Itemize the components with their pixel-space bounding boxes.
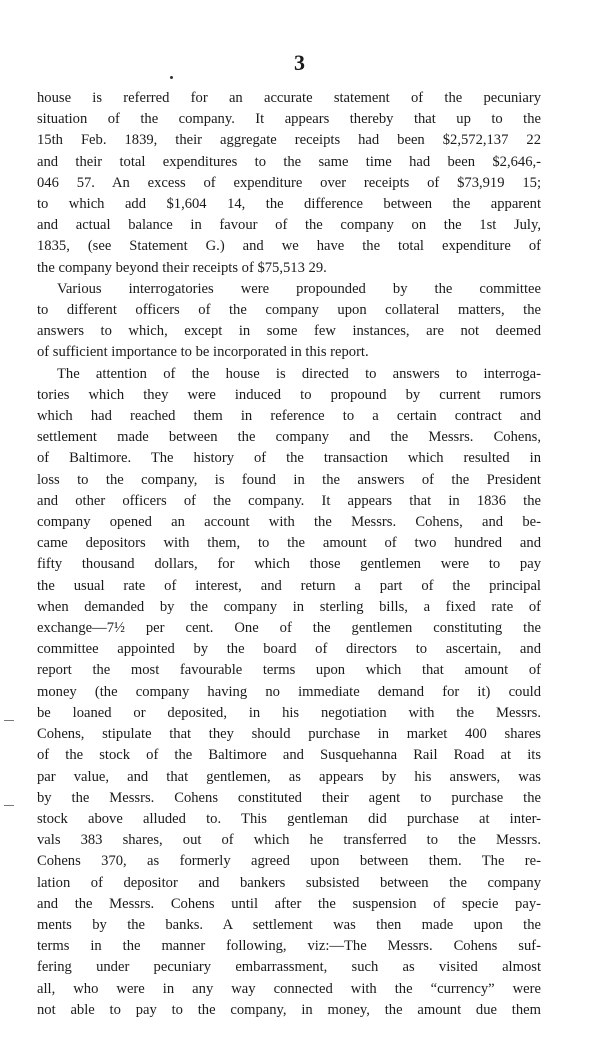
text-line: and their total expenditures to the same time had been $2,646,-: [37, 153, 541, 170]
text-line: vals 383 shares, out of which he transferred to the Messrs.: [37, 832, 541, 849]
text-line: and other officers of the company. It appears that in 1836 the: [37, 492, 541, 509]
text-line: to different officers of the company upon collateral matters, the: [37, 302, 541, 319]
margin-mark: [4, 720, 14, 721]
text-line: the usual rate of interest, and return a part of the principal: [37, 577, 541, 594]
text-line: lation of depositor and bankers subsisted between the company: [37, 874, 541, 891]
text-line: company opened an account with the Messrs. Cohens, and be-: [37, 514, 541, 531]
text-line: of the stock of the Baltimore and Susquehanna Rail Road at its: [37, 747, 541, 764]
text-line: by the Messrs. Cohens constituted their agent to purchase the: [37, 789, 541, 806]
text-line: loss to the company, is found in the answers of the President: [37, 471, 541, 488]
text-line: report the most favourable terms upon which that amount of: [37, 662, 541, 679]
text-line: situation of the company. It appears thereby that up to the: [37, 111, 541, 128]
ink-speck: [170, 76, 173, 79]
text-line: money (the company having no immediate demand for it) could: [37, 683, 541, 700]
text-line: fering under pecuniary embarrassment, such as visited almost: [37, 959, 541, 976]
text-line: and actual balance in favour of the company on the 1st July,: [37, 217, 541, 234]
text-line: fifty thousand dollars, for which those gentlemen were to pay: [37, 556, 541, 573]
margin-mark: [4, 805, 14, 806]
text-line: of sufficient importance to be incorporated in this report.: [37, 344, 369, 361]
text-line: ments by the banks. A settlement was then made upon the: [37, 916, 541, 933]
text-line: tories which they were induced to propound by current rumors: [37, 386, 541, 403]
text-line: The attention of the house is directed to answers to interroga-: [57, 365, 541, 382]
page-number: 3: [294, 50, 306, 75]
text-line: came depositors with them, to the amount of two hundred and: [37, 535, 541, 552]
text-line: of Baltimore. The history of the transaction which resulted in: [37, 450, 541, 467]
text-line: 046 57. An excess of expenditure over receipts of $73,919 15;: [37, 174, 541, 191]
body-text: [37, 88, 541, 1021]
text-line: the company beyond their receipts of $75,513 29.: [37, 259, 327, 276]
text-line: when demanded by the company in sterling bills, a fixed rate of: [37, 598, 541, 615]
text-line: 15th Feb. 1839, their aggregate receipts had been $2,572,137 22: [37, 132, 541, 149]
text-line: exchange—7½ per cent. One of the gentlemen constituting the: [37, 620, 541, 637]
text-line: 1835, (see Statement G.) and we have the total expenditure of: [37, 238, 541, 255]
text-line: terms in the manner following, viz:—The Messrs. Cohens suf-: [37, 938, 541, 955]
text-line: Cohens, stipulate that they should purchase in market 400 shares: [37, 726, 541, 743]
text-line: which had reached them in reference to a certain contract and: [37, 408, 541, 425]
text-line: not able to pay to the company, in money, the amount due them: [37, 1001, 541, 1018]
text-line: and the Messrs. Cohens until after the suspension of specie pay-: [37, 895, 541, 912]
text-line: Cohens 370, as formerly agreed upon between them. The re-: [37, 853, 541, 870]
text-line: all, who were in any way connected with the “currency” were: [37, 980, 541, 997]
paragraph: [37, 279, 541, 364]
text-line: answers to which, except in some few instances, are not deemed: [37, 323, 541, 340]
text-line: par value, and that gentlemen, as appears by his answers, was: [37, 768, 541, 785]
text-line: to which add $1,604 14, the difference between the apparent: [37, 196, 541, 213]
text-line: committee appointed by the board of directors to ascertain, and: [37, 641, 541, 658]
paragraph: [37, 88, 541, 279]
paragraph: [37, 364, 541, 1021]
text-line: be loaned or deposited, in his negotiation with the Messrs.: [37, 704, 541, 721]
text-line: house is referred for an accurate statement of the pecuniary: [37, 90, 541, 106]
text-line: Various interrogatories were propounded by the committee: [57, 280, 541, 297]
text-line: settlement made between the company and the Messrs. Cohens,: [37, 429, 541, 446]
text-line: stock above alluded to. This gentleman did purchase at inter-: [37, 810, 541, 827]
